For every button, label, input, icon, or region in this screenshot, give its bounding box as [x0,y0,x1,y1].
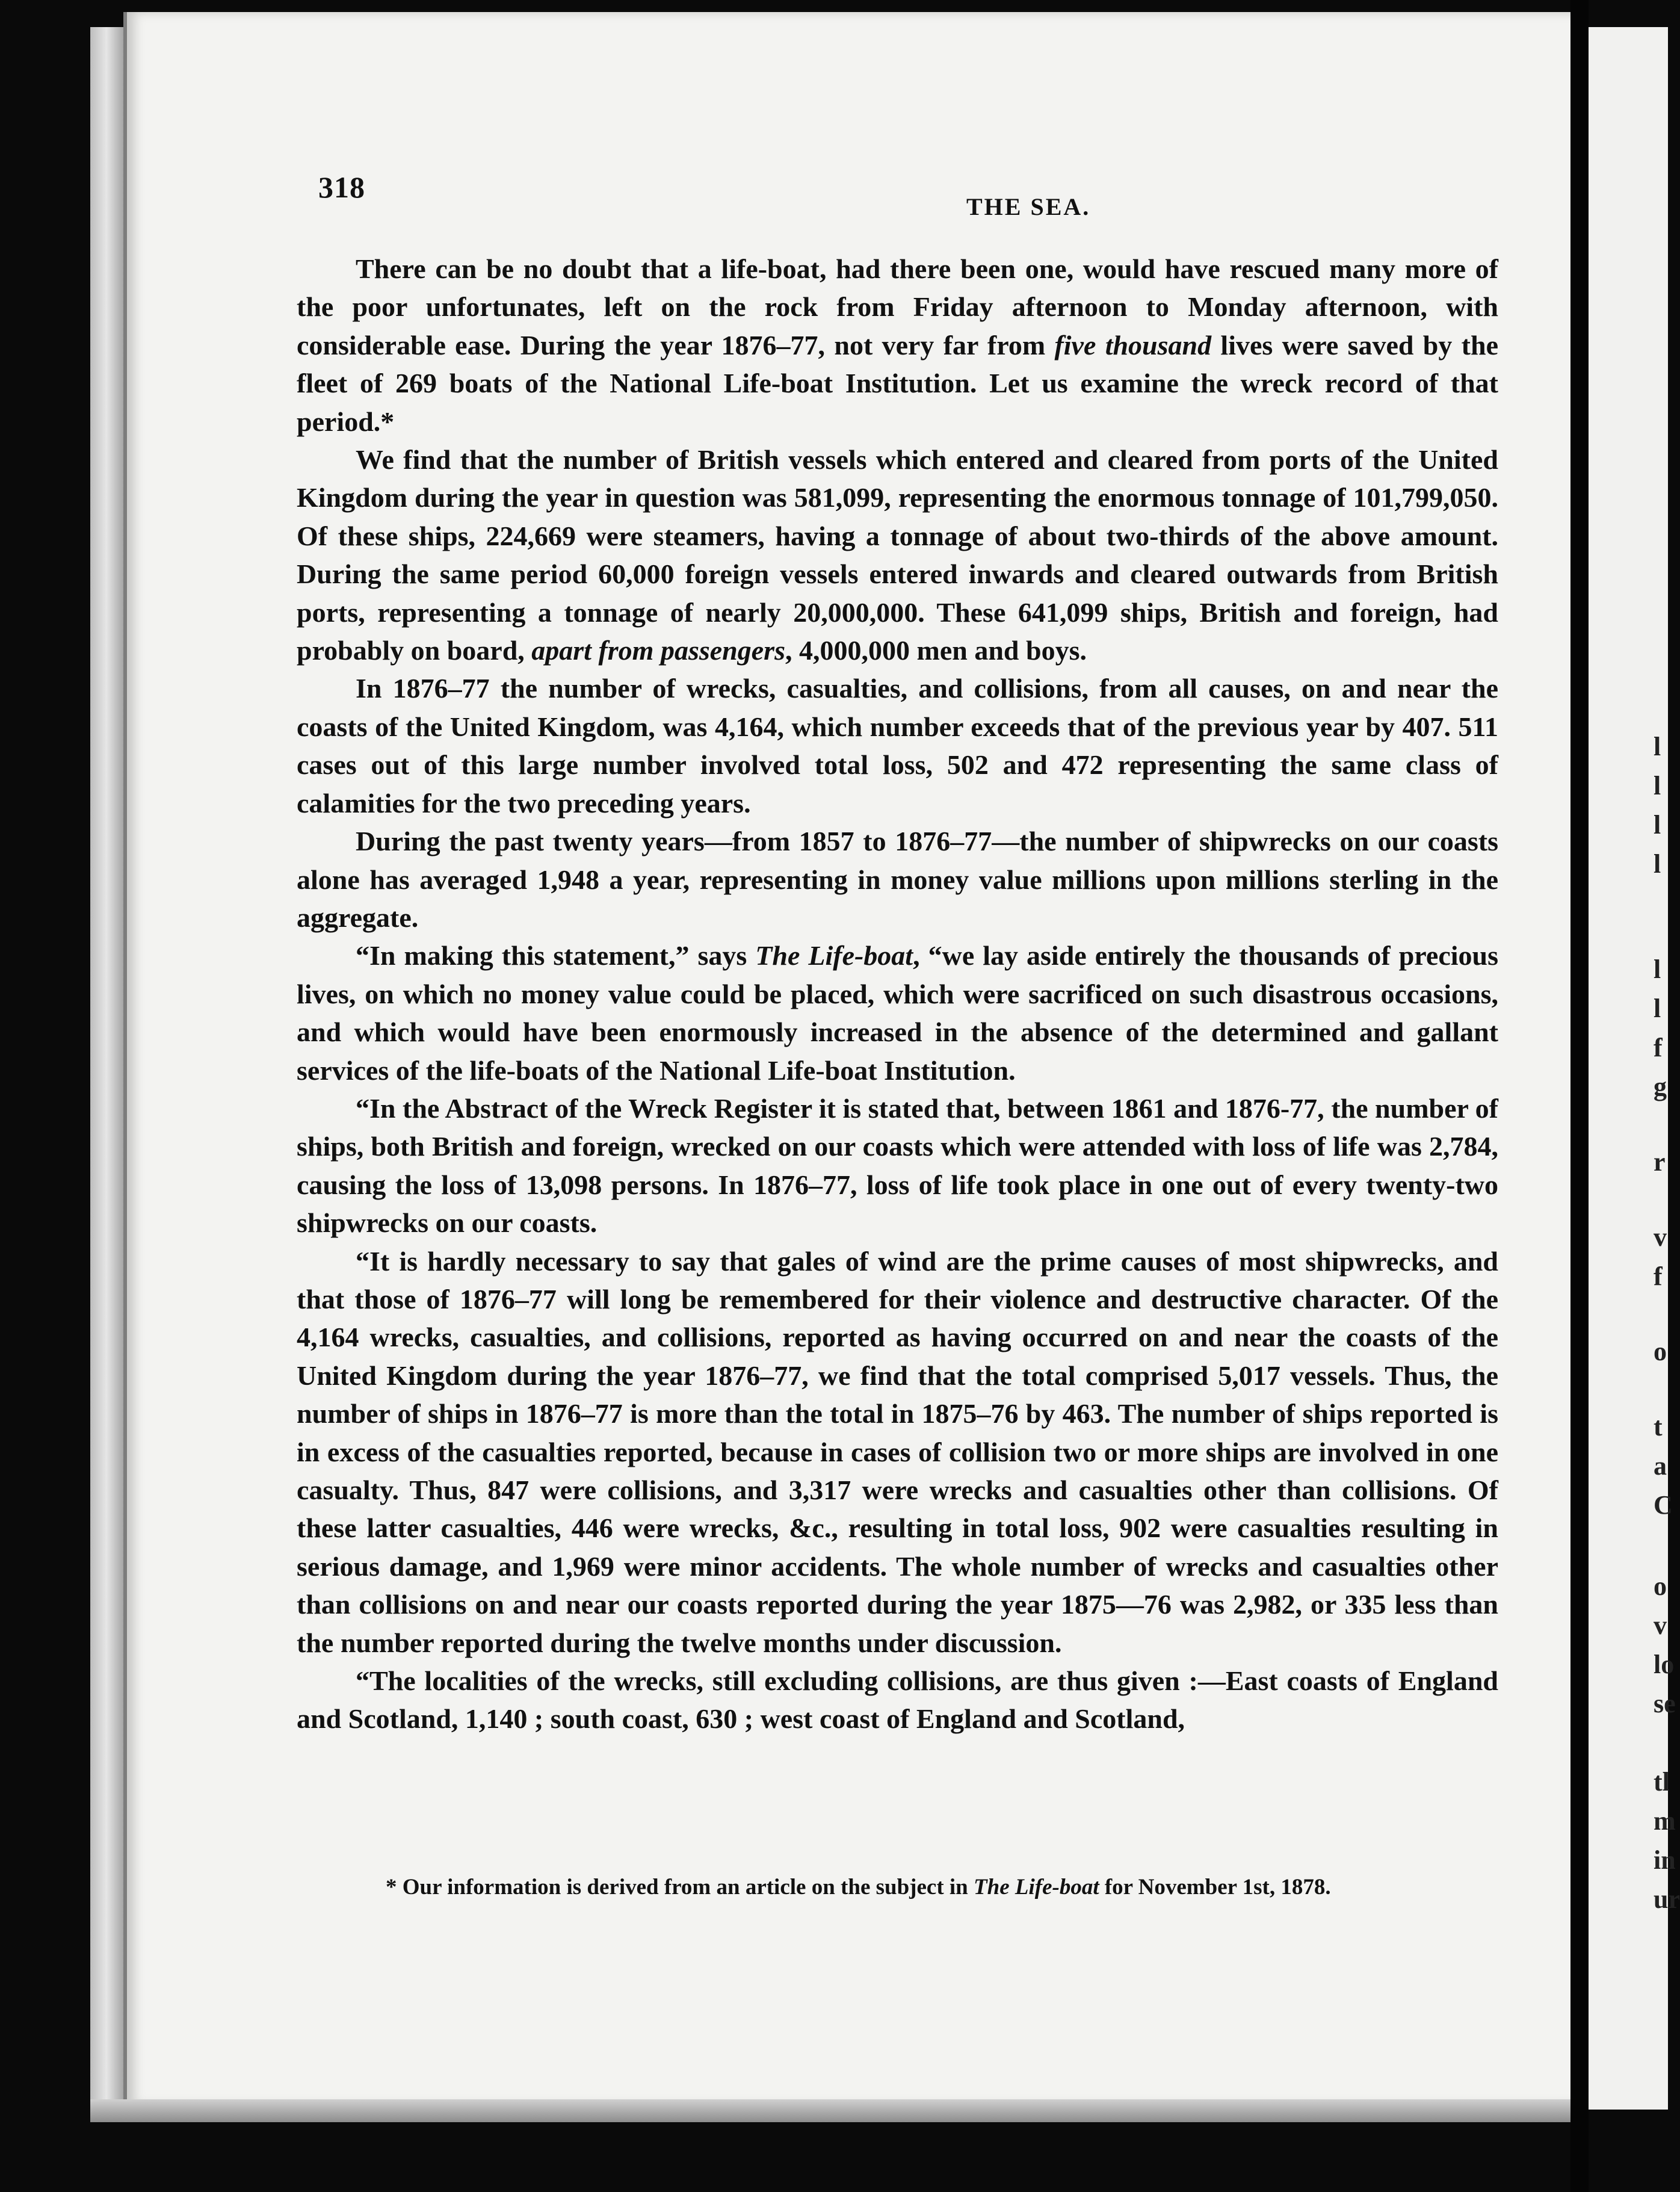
facing-page-edge [1589,27,1680,2110]
facing-page-fragment: C [1654,1490,1673,1520]
facing-page-fragment: g [1654,1072,1667,1101]
facing-page-fragment: l [1654,849,1661,879]
paragraph: “It is hardly necessary to say that gales of wind are the prime causes of most shipwrecks, and that those of 1876–77 will long be remembered for their violence and destructive character. Of the 4,164 wrecks, casualties, and collisions, reported as having occurred on and near the coasts of the United Kingdom during the year 1876–77, we find that the total comprised 5,017 vessels. Thus, the number of ships in 1876–77 is more than the total in 1875–76 by 463. The number of ships reported is in excess of the casualties reported, because in cases of collision two or more ships are involved in one casualty. Thus, 847 were collisions, and 3,317 were wrecks and casualties other than collisions. Of these latter casualties, 446 were wrecks, &c., resulting in total loss, 902 were casualties resulting in serious damage, and 1,969 were minor accidents. The whole number of wrecks and casualties other than collisions on and near our coasts reported during the year 1875—76 was 2,982, or 335 less than the number reported during the twelve months under discussion. [297,1245,1498,1658]
book-gutter [1570,0,1589,2192]
paragraph: We find that the number of British vessels which entered and cleared from ports of the United Kingdom during the year in question was 581,099, representing the enormous tonnage of 101,799,050. Of these ships, 224,669 were steamers, having a tonnage of about two-thirds of the above amount. During the same period 60,000 foreign vessels entered inwards and cleared outwards from British ports, representing a tonnage of nearly 20,000,000. These 641,099 ships, British and foreign, had probably on board, apart from passengers, 4,000,000 men and boys. [297,444,1498,666]
facing-page-fragment: f [1654,1262,1663,1291]
page-stack-edge [90,27,126,2110]
facing-page-fragment: l [1654,771,1661,800]
facing-page-fragment: l [1654,732,1661,761]
running-head: THE SEA. [966,193,1091,220]
facing-page-fragment: t [1654,1412,1663,1441]
facing-page-fragment: v [1654,1222,1667,1252]
facing-page-fragment: l [1654,955,1661,984]
paragraph: “In the Abstract of the Wreck Register it is stated that, between 1861 and 1876-77, the number of ships, both British and foreign, wrecked on our coasts which were attended with loss of life was 2,784, causing the loss of 13,098 persons. In 1876–77, loss of life took place in one out of every twenty-two shipwrecks on our coasts. [297,1092,1498,1239]
page-bottom-edge [90,2099,1577,2122]
facing-page-fragment: lo [1654,1650,1675,1679]
facing-page-fragment: f [1654,1033,1663,1062]
paragraph: There can be no doubt that a life-boat, had there been one, would have rescued many more of the poor unfortunates, left on the rock from Friday afternoon to Monday afternoon, with considerable ease. During the year 1876–77, not very far from five thousand lives were saved by the fleet of 269 boats of the National Life-boat Institution. Let us examine the wreck record of that period.* [297,253,1498,437]
facing-page-fragment: o [1654,1337,1667,1366]
facing-page-fragment: se [1654,1689,1676,1718]
facing-page-fragment: l [1654,810,1661,840]
paragraph: During the past twenty years—from 1857 to 1876–77—the number of shipwrecks on our coasts alone has averaged 1,948 a year, representing in money value millions upon millions sterling in the aggregate. [297,826,1498,933]
facing-page-fragment: a [1654,1451,1667,1481]
facing-page-fragment: m [1654,1806,1676,1836]
paragraph: “In making this statement,” says The Life-boat, “we lay aside entirely the thousands of precious lives, on which no money value could be placed, which were sacrificed on such disastrous occasions, and which would have been enormously increased in the absence of the determined and gallant services of the life-boats of the National Life-boat Institution. [297,940,1498,1086]
paragraph: “The localities of the wrecks, still excluding collisions, are thus given :—East coasts of England and Scotland, 1,140 ; south coast, 630 ; west coast of England and Scotland, [297,1665,1498,1735]
page-number: 318 [318,170,365,204]
body-text [297,250,1498,1738]
paragraph: In 1876–77 the number of wrecks, casualties, and collisions, from all causes, on and near the coasts of the United Kingdom, was 4,164, which number exceeds that of the previous year by 407. 511 cases out of this large number involved total loss, 502 and 472 representing the same class of calamities for the two preceding years. [297,673,1498,819]
facing-page-fragment: in [1654,1845,1676,1875]
facing-page-fragment: v [1654,1611,1667,1640]
facing-page-fragment: l [1654,994,1661,1023]
book-page [123,12,1574,2105]
facing-page-fragment: r [1654,1147,1666,1177]
facing-page-fragment: tl [1654,1767,1670,1797]
facing-page-fragment: o [1654,1571,1667,1601]
facing-page-fragment: ur [1654,1884,1680,1914]
footnote: * Our information is derived from an article on the subject in The Life-boat for November 1st, 1878. [386,1875,1331,1899]
